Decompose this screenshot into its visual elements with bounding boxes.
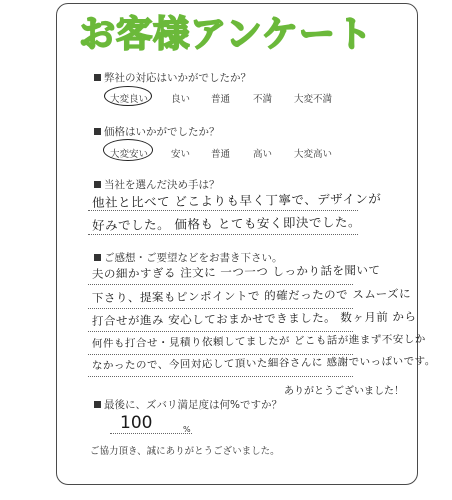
footer-thanks: ご協力頂き、誠にありがとうございました。 [90,446,280,457]
question-comments-label: ご感想・ご要望などをお書き下さい。 [104,252,283,264]
satisfaction-unit: % [183,425,191,434]
question-price-label: 価格はいかがでしたか？ [104,126,220,138]
answer-line: 他社と比べて どこよりも早く丁寧で、デザインが [91,190,382,210]
answer-rule [88,331,353,332]
answer-line: 好みでした。 価格も とても安く即決でした。 [91,214,362,233]
answer-rule [88,376,353,377]
bullet-square-icon [94,401,101,408]
option-very-good[interactable]: 大変良い [110,94,149,105]
bullet-square-icon [94,254,101,261]
option-very-dissatisfied[interactable]: 大変不満 [294,94,333,105]
question-service [94,70,251,85]
bullet-square-icon [94,74,101,81]
option-very-expensive[interactable]: 大変高い [294,149,333,160]
answer-rule [88,308,353,309]
answer-rule [88,210,358,211]
answer-line: 下さり、提案もピンポイントで 的確だったので スムーズに [91,286,412,305]
closing-thanks-handwritten: ありがとうございました！ [284,386,404,397]
question-satisfaction-label: 最後に、ズバリ満足度は何%ですか？ [104,399,282,411]
option-dissatisfied[interactable]: 不満 [253,94,273,105]
answer-rule [88,234,358,235]
option-very-cheap[interactable]: 大変安い [110,149,149,160]
question-satisfaction [94,397,282,412]
question-deciding-factor-label: 当社を選んだ決め手は？ [104,179,220,191]
question-service-label: 弊社の対応はいかがでしたか？ [104,72,251,84]
satisfaction-value: 100 [120,413,153,433]
bullet-square-icon [94,181,101,188]
answer-line: 何件も打合せ・見積り依頼してましたが どこも話が進まず不安しか [91,333,426,350]
answer-rule [88,284,353,285]
option-expensive[interactable]: 高い [253,149,273,160]
option-average[interactable]: 普通 [211,94,231,105]
bullet-square-icon [94,128,101,135]
answer-line: 夫の細かすぎる 注文に 一つ一つ しっかり話を聞いて [91,262,381,281]
option-good[interactable]: 良い [171,94,191,105]
option-price-average[interactable]: 普通 [211,149,231,160]
answer-line: なかったので、今回対応して頂いた細谷さんに 感謝でいっぱいです。 [91,355,436,372]
question-price [94,124,220,139]
question-deciding-factor [94,177,220,192]
satisfaction-rule [110,433,192,434]
option-cheap[interactable]: 安い [171,149,191,160]
survey-title: お客様アンケート [79,14,373,55]
answer-line: 打合せが進み 安心しておまかせできました。 数ヶ月前 から [91,309,417,328]
